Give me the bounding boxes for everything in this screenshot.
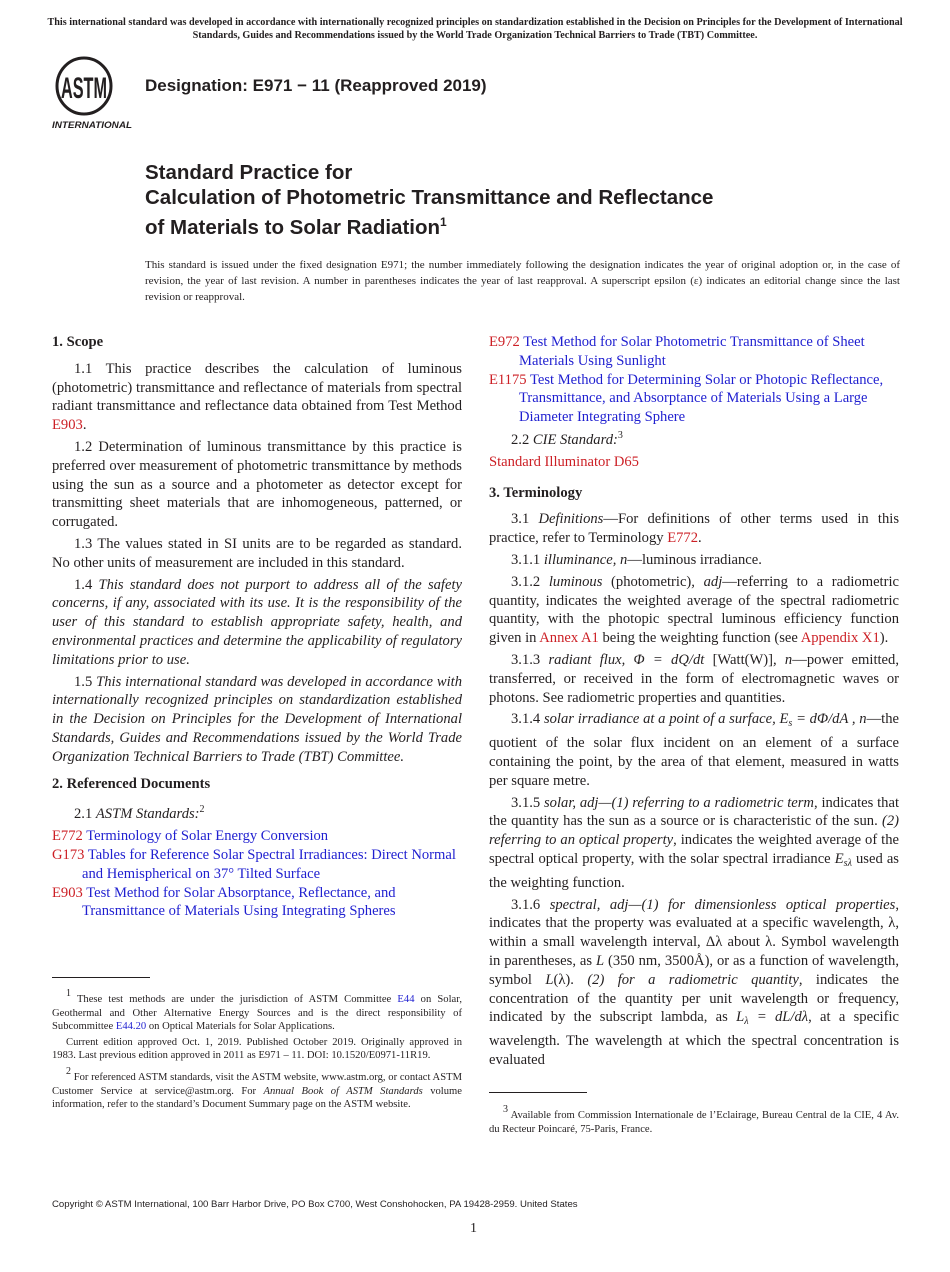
footnote-divider	[52, 977, 150, 978]
document-title	[145, 160, 905, 240]
text-segment: on Optical Materials for Solar Applications.	[146, 1021, 335, 1033]
left-column	[52, 333, 462, 921]
text-segment: s	[788, 718, 793, 730]
section-heading-referenced-documents: 2. Referenced Documents	[52, 775, 211, 792]
text-segment: 2.1	[74, 806, 96, 823]
text-segment: 3.1.6	[511, 896, 550, 913]
text-segment: 3.1.3	[511, 651, 549, 668]
paragraph-1-1	[52, 360, 462, 435]
paragraph-2-2	[489, 427, 899, 450]
paragraph-3-1-5	[489, 794, 899, 893]
text-segment: 3.1.5	[511, 794, 544, 811]
title-line-1: Standard Practice for	[145, 161, 353, 184]
reference-link[interactable]: E972	[489, 334, 520, 350]
text-segment: .	[698, 530, 702, 547]
text-segment: , n	[772, 651, 793, 668]
text-segment: , adj	[691, 573, 723, 590]
text-segment: —luminous irradiance.	[627, 551, 762, 568]
text-segment: sλ	[843, 857, 852, 869]
text-segment: This international standard was developed in accordance with internationally recognized principles on standardization established in the Decision on Principles for the Development of International Standards, Guides and Recommendations issued by the World Trade Organization Technical Barriers to Trade (TBT) Committee.	[52, 673, 463, 765]
text-segment: L	[736, 1009, 745, 1026]
text-segment: For referenced ASTM standards, visit the ASTM website, www.astm.org, or contact ASTM Customer Service at service@astm.org. For	[52, 1071, 462, 1097]
reference-link[interactable]: Annex A1	[539, 630, 599, 647]
text-segment: , indicates that the property was evaluated at a specific wavelength, λ, within a small wavelength interval, Δλ about λ. Symbol wavelength in parentheses, as	[489, 896, 899, 969]
title-line-2: Calculation of Photometric Transmittance and Reflectance	[145, 186, 714, 209]
left-footnotes	[52, 987, 462, 1114]
footnote-divider	[489, 1092, 587, 1093]
right-column	[489, 333, 899, 1073]
reference-link[interactable]: E772	[52, 828, 83, 845]
section-heading-terminology: 3. Terminology	[489, 484, 583, 501]
title-footnote-mark[interactable]: 1	[440, 215, 447, 229]
text-segment: being the weighting function (see	[598, 630, 801, 647]
reference-link[interactable]: E903	[52, 884, 83, 901]
reference-link[interactable]: Appendix X1	[800, 630, 880, 647]
text-segment: used as the weighting function.	[489, 850, 899, 891]
text-segment: (photometric)	[602, 573, 692, 590]
issuance-note: This standard is issued under the fixed designation E971; the number immediately following the designation indicates the year of original adoption or, in the case of revision, the year of last revision. A number in parentheses indicates the year of last reapproval. A superscript epsilon (ε) indicates an editorial change since the last revision or reapproval.	[145, 259, 900, 303]
text-segment: 1.1 This practice describes the calculation of luminous (photometric) transmittance and reflectance of materials from spectral radiant transmittance and reflectance data obtained from Test Method	[52, 360, 462, 415]
text-segment: 3	[617, 429, 623, 441]
reference-e903[interactable]	[52, 884, 462, 922]
text-segment: = dL/dλ	[748, 1009, 809, 1026]
paragraph-3-1-3	[489, 651, 899, 707]
text-segment: 2	[199, 804, 205, 816]
text-segment: These test methods are under the jurisdiction of ASTM Committee	[71, 994, 398, 1005]
page-number: 1	[470, 1221, 477, 1236]
reference-link[interactable]: E1175	[489, 371, 527, 388]
text-segment: λ	[744, 1016, 749, 1028]
footnote-2	[52, 1065, 462, 1112]
text-segment: [Watt(W)]	[704, 651, 773, 668]
text-segment: —referring to a radiometric quantity, indicates the weighted average of the spectral radiometric quantity, with the photopic spectral luminous efficiency function given in	[489, 573, 899, 647]
text-segment: radiant flux, Φ = dQ/dt	[548, 651, 705, 668]
text-segment: , indicates the weighted average of the spectral optical property, with the solar spectral irradiance	[489, 832, 899, 867]
text-segment: L	[595, 952, 605, 969]
text-segment: solar, adj—(1) referring to a radiometric term	[544, 794, 814, 811]
reference-link[interactable]: E772	[667, 530, 699, 547]
reference-link[interactable]: E44	[397, 994, 415, 1005]
paragraph-3-1	[489, 510, 899, 548]
text-segment: 1	[66, 988, 71, 999]
text-segment: Available from Commission Internationale de l’Eclairage, Bureau Central de la CIE, 4 Av. du Recteur Poincaré, 75-Paris, France.	[489, 1110, 899, 1135]
text-segment: 3.1.1	[511, 551, 544, 568]
paragraph-1-4	[52, 576, 462, 670]
reference-link[interactable]: E44.20	[115, 1021, 147, 1033]
text-segment: Definitions	[538, 511, 604, 528]
paragraph-1-3	[52, 535, 462, 573]
paragraph-3-1-2	[489, 573, 899, 648]
paragraph-1-2	[52, 438, 462, 532]
text-segment: 3.1.4	[511, 711, 544, 728]
paragraph-3-1-1	[489, 551, 899, 570]
svg-text:ASTM: ASTM	[61, 72, 107, 105]
text-segment: 1.4	[74, 576, 99, 593]
text-segment: = dΦ/dA ,	[792, 711, 856, 728]
text-segment: 3.1.2	[511, 573, 549, 590]
reference-link[interactable]: Test Method for Solar Photometric Transmittance of Sheet Materials Using Sunlight	[519, 334, 865, 369]
paragraph-3-1-6	[489, 896, 899, 1070]
text-segment: volume information, refer to the standard’s Document Summary page on the ASTM website.	[52, 1085, 462, 1111]
copyright-footer: Copyright © ASTM International, 100 Barr Harbor Drive, PO Box C700, West Conshohocken, PA 19428-2959. United States	[52, 1199, 578, 1210]
text-segment: 2	[66, 1065, 71, 1077]
header-note: This international standard was developed in accordance with internationally recognized principles on standardization established in the Decision on Principles for the Development of International Standards, Guides and Recommendations issued by the World Trade Organization Technical Barriers to Trade (TBT) Committee.	[47, 17, 903, 41]
text-segment: (2) referring to an optical property	[489, 813, 899, 849]
text-segment: , at a specific wavelength. The wavelength at which the spectral concentration is evaluated	[489, 1009, 899, 1068]
text-segment: ASTM Standards:	[95, 806, 200, 823]
text-segment: (λ).	[553, 971, 588, 988]
text-segment: illuminance, n	[543, 551, 628, 568]
section-heading-scope: 1. Scope	[52, 334, 104, 350]
reference-link[interactable]: Standard Illuminator D65	[489, 453, 639, 470]
text-segment: , indicates that the quantity has the sun as a source or is characteristic of the sun.	[489, 794, 899, 830]
text-segment: .	[82, 417, 87, 434]
text-segment: (350 nm, 3500Å), or as a function of wavelength, symbol	[489, 952, 899, 988]
reference-d65[interactable]	[489, 453, 899, 472]
text-segment: —power emitted, transferred, or received in the form of electromagnetic waves or photons. See radiometric properties and quantities.	[489, 651, 899, 706]
reference-link[interactable]: E903	[52, 417, 83, 434]
right-footnotes	[489, 1103, 899, 1138]
astm-logo	[52, 58, 134, 134]
text-segment: This standard does not purport to address all of the safety concerns, if any, associated with its use. It is the responsibility of the user of this standard to establish appropriate safety, health, and environmental practices and determine the applicability of regulatory limitations prior to use.	[52, 576, 462, 668]
footnote-1-edition	[52, 1036, 462, 1063]
footnote-1	[52, 987, 462, 1034]
text-segment: (2) for a radiometric quantity	[587, 971, 799, 988]
text-segment: —For definitions of other terms used in this practice, refer to Terminology	[489, 511, 900, 547]
reference-link[interactable]: G173	[52, 846, 85, 863]
text-segment: 1.2 Determination of luminous transmittance by this practice is preferred over measurement of photometric transmittance by methods using the sun as a source and a photometer as detector except for transmitting sheet materials that are inhomogeneous, patterned, or corrugated.	[52, 438, 462, 531]
text-segment: —the quotient of the solar flux incident on an element of a surface containing the point, by the area of that element, measured in watts per square metre.	[489, 711, 899, 789]
text-segment: CIE Standard:	[532, 431, 618, 448]
text-segment: L	[545, 971, 554, 988]
title-line-3: of Materials to Solar Radiation	[145, 215, 441, 239]
paragraph-1-5	[52, 673, 462, 767]
text-segment: 3	[503, 1104, 508, 1115]
footnote-3	[489, 1103, 899, 1136]
text-segment: 1.3 The values stated in SI units are to be regarded as standard. No other units of measurement are included in this standard.	[52, 535, 462, 571]
text-segment: luminous	[548, 573, 603, 590]
text-segment: spectral, adj—(1) for dimensionless optical properties	[549, 896, 896, 913]
text-segment: Current edition approved Oct. 1, 2019. Published October 2019. Originally approved in 1983. Last previous edition approved in 2011 as E971 – 11. DOI: 10.1520/E0971-11R19.	[52, 1036, 462, 1062]
reference-link[interactable]: Tables for Reference Solar Spectral Irradiances: Direct Normal and Hemispherical on 37° Tilted Surface	[82, 846, 456, 882]
reference-link[interactable]: Test Method for Solar Absorptance, Reflectance, and Transmittance of Materials Using Integrating Spheres	[82, 884, 396, 920]
paragraph-3-1-4	[489, 710, 899, 790]
text-segment: 3.1	[511, 511, 539, 528]
text-segment: , indicates the concentration of the quantity per unit wavelength or frequency, indicated by the subscript lambda, as	[489, 971, 900, 1026]
reference-e972[interactable]	[489, 333, 899, 371]
text-segment: 2.2	[511, 431, 533, 448]
designation: Designation: E971 − 11 (Reapproved 2019)	[145, 76, 487, 95]
reference-link[interactable]: Terminology of Solar Energy Conversion	[82, 828, 329, 845]
text-segment: n	[859, 711, 867, 728]
text-segment: on Solar, Geothermal and Other Alternative Energy Sources and is the direct responsibility of Subcommittee	[52, 994, 462, 1033]
svg-text:INTERNATIONAL: INTERNATIONAL	[52, 120, 132, 130]
text-segment: Annual Book of ASTM Standards	[263, 1085, 423, 1097]
reference-g173[interactable]	[52, 846, 462, 884]
text-segment: ).	[879, 630, 889, 647]
text-segment: 1.5	[74, 673, 97, 690]
reference-e1175[interactable]	[489, 371, 899, 427]
reference-link[interactable]: Test Method for Determining Solar or Photopic Reflectance, Transmittance, and Absorptance of Materials Using a Large Diameter Integrating Sphere	[519, 371, 884, 426]
paragraph-2-1	[52, 801, 462, 824]
text-segment: E	[834, 850, 844, 867]
text-segment: solar irradiance at a point of a surface, E	[543, 711, 789, 728]
reference-e772[interactable]	[52, 827, 462, 846]
